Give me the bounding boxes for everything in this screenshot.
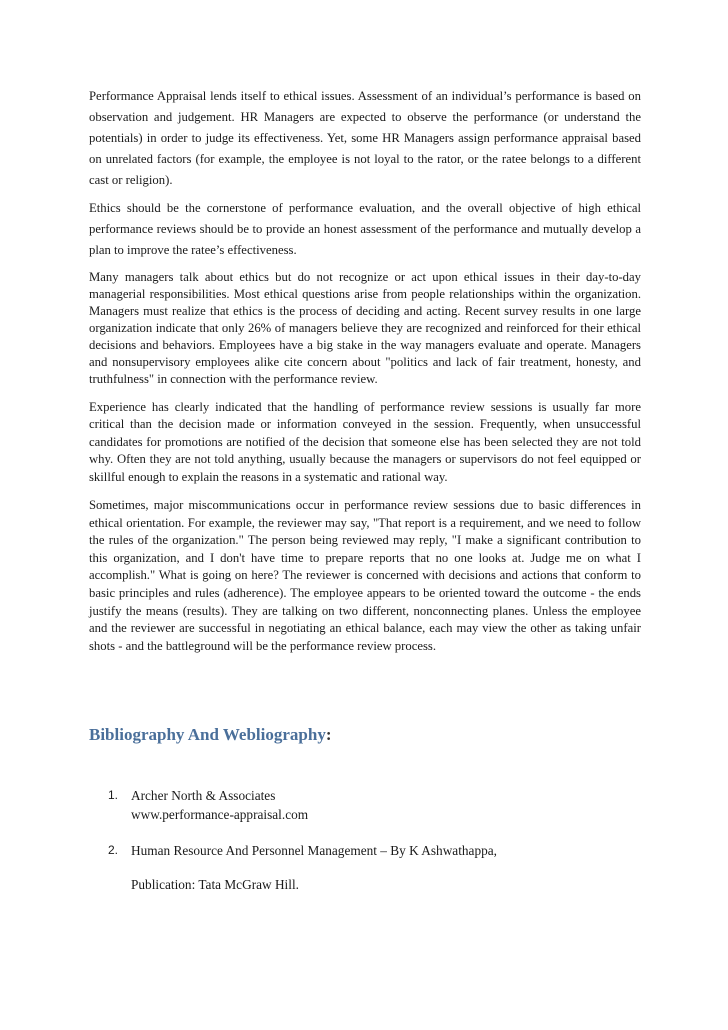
bibliography-item-url: www.performance-appraisal.com — [131, 807, 309, 823]
bibliography-item-publication: Publication: Tata McGraw Hill. — [131, 877, 299, 893]
paragraph-ethics-cornerstone: Ethics should be the cornerstone of performance evaluation, and the overall objective of high ethical performance reviews should be to provide an honest assessment of the performance and mutually develop a plan to improve the ratee’s effectiveness. — [89, 201, 641, 257]
bibliography-item — [89, 786, 641, 824]
bibliography-heading-text: Bibliography And Webliography — [89, 725, 326, 745]
paragraph-intro: Performance Appraisal lends itself to ethical issues. Assessment of an individual’s performance is based on observation and judgement. HR Managers are expected to observe the performance (or understand the potentials) in order to judge its effectiveness. Yet, some HR Managers assign performance appraisal based on unrelated factors (for example, the employee is not loyal to the rator, or the ratee belongs to a different cast or religion). — [89, 89, 641, 187]
document-page — [89, 86, 641, 894]
paragraph-miscommunications: Sometimes, major miscommunications occur in performance review sessions due to basic differences in ethical orientation. For example, the reviewer may say, "That report is a requirement, and we need to follow the rules of the organization." The person being reviewed may reply, "I make a significant contribution to this organization, and I don't have time to prepare reports that no one looks at. Judge me on what I accomplish." What is going on here? The reviewer is concerned with decisions and actions that conform to basic principles and rules (adherence). The employee appears to be oriented toward the outcome - the ends justify the means (results). They are talking on two different, nonconnecting planes. Unless the employee and the reviewer are successful in negotiating an ethical balance, each may view the other as taking unfair shots - and the battleground will be the performance review process. — [89, 498, 641, 653]
bibliography-item-number: 2. — [108, 843, 119, 858]
bibliography-item-title: Human Resource And Personnel Management – By K Ashwathappa, — [131, 843, 497, 859]
paragraph-experience: Experience has clearly indicated that the handling of performance review sessions is usually far more critical than the decision made or information conveyed in the session. Frequently, when unsuccessful candidates for promotions are notified of the decision that someone else has been selected they are not told why. Often they are not told anything, usually because the managers or supervisors do not feel equipped or skillful enough to explain the reasons in a systematic and rational way. — [89, 400, 641, 484]
paragraph-managers-ethics: Many managers talk about ethics but do not recognize or act upon ethical issues in their day-to-day managerial responsibilities. Most ethical questions arise from people relationships within the organization. Managers must realize that ethics is the process of deciding and acting. Recent survey results in one large organization indicate that only 26% of managers believe they are recognized and reinforced for their ethical decisions and behaviors. Employees have a big stake in the way managers evaluate and operate. Managers and nonsupervisory employees alike cite concern about "politics and lack of fair treatment, honesty, and truthfulness" in connection with the performance review. — [89, 270, 641, 386]
bibliography-heading-colon: : — [325, 725, 332, 745]
bibliography-item-title: Archer North & Associates — [131, 788, 276, 804]
bibliography-list — [89, 786, 641, 894]
bibliography-item-number: 1. — [108, 788, 119, 803]
bibliography-item — [89, 841, 641, 894]
bibliography-heading — [89, 724, 641, 746]
